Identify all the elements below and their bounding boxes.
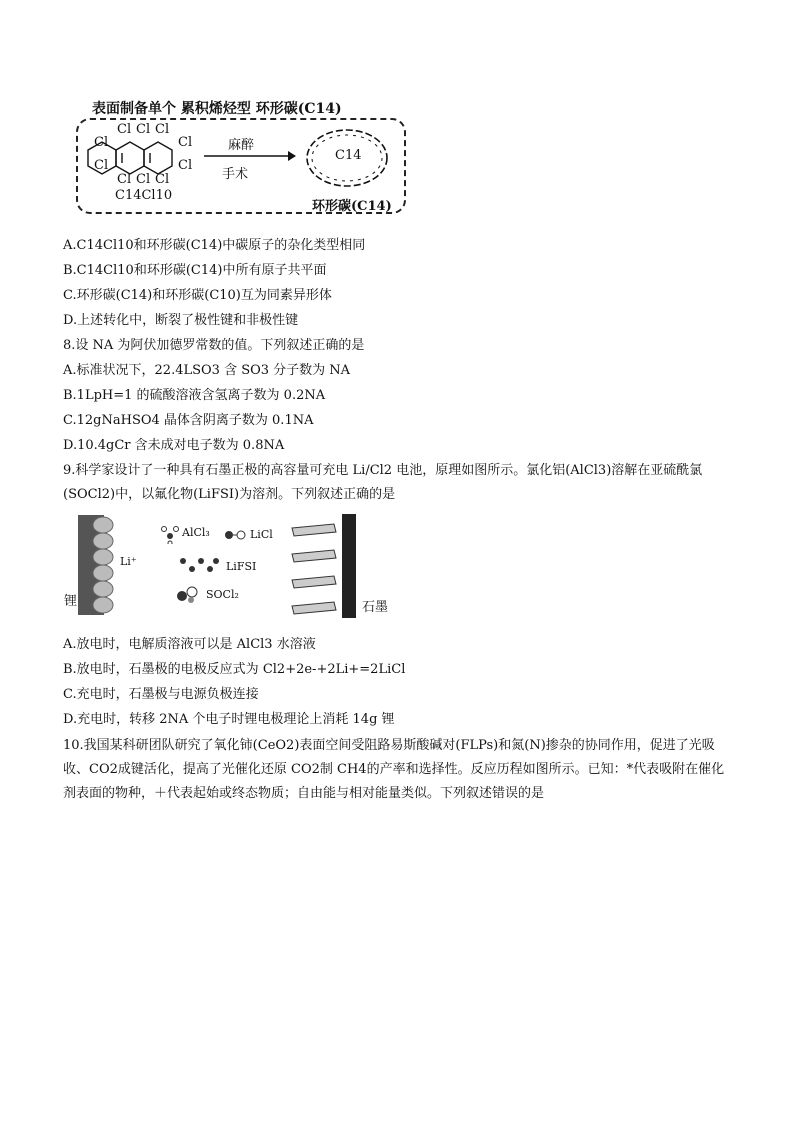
q8-option-b: B.1LpH=1 的硫酸溶液含氢离子数为 0.2NA bbox=[63, 388, 326, 403]
q9-option-d: D.充电时，转移 2NA 个电子时锂电极理论上消耗 14g 锂 bbox=[63, 712, 395, 727]
licl-label: LiCl bbox=[250, 528, 273, 541]
q8-option-d: D.10.4gCr 含未成对电子数为 0.8NA bbox=[63, 438, 285, 453]
li-ion-label: Li⁺ bbox=[120, 555, 137, 568]
ring-center-label: C14 bbox=[335, 148, 362, 163]
arrow-label-top: 麻醉 bbox=[228, 138, 255, 153]
lithium-label: 锂 bbox=[64, 594, 78, 609]
q9-option-a: A.放电时，电解质溶液可以是 AlCl3 水溶液 bbox=[63, 637, 316, 652]
q8-option-c: C.12gNaHSO4 晶体含阴离子数为 0.1NA bbox=[63, 413, 314, 428]
q9-option-b: B.放电时，石墨极的电极反应式为 Cl2+2e-+2Li+=2LiCl bbox=[63, 662, 406, 677]
socl2-label: SOCl₂ bbox=[206, 588, 239, 601]
q7-option-c: C.环形碳(C14)和环形碳(C10)互为同素异形体 bbox=[63, 288, 332, 303]
lifsi-molecule-icon bbox=[178, 555, 220, 577]
cl-label: Cl bbox=[155, 122, 170, 137]
cl-label: Cl bbox=[155, 172, 170, 187]
cl-label: Cl bbox=[94, 158, 109, 173]
lithium-atoms-icon bbox=[92, 515, 114, 615]
cl-label: Cl bbox=[136, 122, 151, 137]
cl-label: Cl bbox=[178, 158, 193, 173]
arrow-label-bottom: 手术 bbox=[222, 167, 249, 182]
q8-stem: 8.设 NA 为阿伏加德罗常数的值。下列叙述正确的是 bbox=[63, 338, 365, 353]
q7-option-d: D.上述转化中，断裂了极性键和非极性键 bbox=[63, 313, 299, 328]
cl-label: Cl bbox=[178, 135, 193, 150]
graphite-electrode bbox=[342, 514, 356, 618]
q8-option-a: A.标准状况下，22.4LSO3 含 SO3 分子数为 NA bbox=[63, 363, 351, 378]
reaction-arrow-icon bbox=[204, 150, 296, 162]
cl-label: Cl bbox=[117, 122, 132, 137]
ring-caption: 环形碳(C14) bbox=[312, 199, 392, 214]
licl-molecule-icon bbox=[224, 530, 246, 540]
alcl3-label: AlCl₃ bbox=[182, 526, 210, 539]
cl-label: Cl bbox=[136, 172, 151, 187]
q7-option-b: B.C14Cl10和环形碳(C14)中所有原子共平面 bbox=[63, 263, 327, 278]
q10-stem: 10.我国某科研团队研究了氧化铈(CeO2)表面空间受阻路易斯酸碱对(FLPs)和氮(N)掺杂的协同作用，促进了光吸收、CO2成键活化，提高了光催化还原 CO2制 CH4的产率和选择性。反应历程如图所示。已知：*代表吸附在催化剂表面的物种，＋代表起始或终态物质；自由能与相对能量类似。下列叙述错误的是 bbox=[63, 738, 725, 801]
q9-option-c: C.充电时，石墨极与电源负极连接 bbox=[63, 687, 259, 702]
graphite-label: 石墨 bbox=[362, 600, 389, 615]
alcl3-molecule-icon bbox=[160, 524, 180, 544]
q9-stem: 9.科学家设计了一种具有石墨正极的高容量可充电 Li/Cl2 电池，原理如图所示。氯化铝(AlCl3)溶解在亚硫酰氯(SOCl2)中，以氟化物(LiFSI)为溶剂。下列叙述正确的是 bbox=[63, 463, 703, 502]
cl-label: Cl bbox=[117, 172, 132, 187]
figure1-title: 表面制备单个 累积烯烃型 环形碳(C14) bbox=[92, 101, 342, 117]
socl2-molecule-icon bbox=[176, 586, 200, 604]
q7-option-a: A.C14Cl10和环形碳(C14)中碳原子的杂化类型相同 bbox=[63, 238, 366, 253]
lifsi-label: LiFSI bbox=[226, 560, 257, 573]
graphite-layers-icon bbox=[290, 520, 340, 620]
c14cl10-formula: C14Cl10 bbox=[115, 188, 173, 203]
cl-label: Cl bbox=[94, 135, 109, 150]
